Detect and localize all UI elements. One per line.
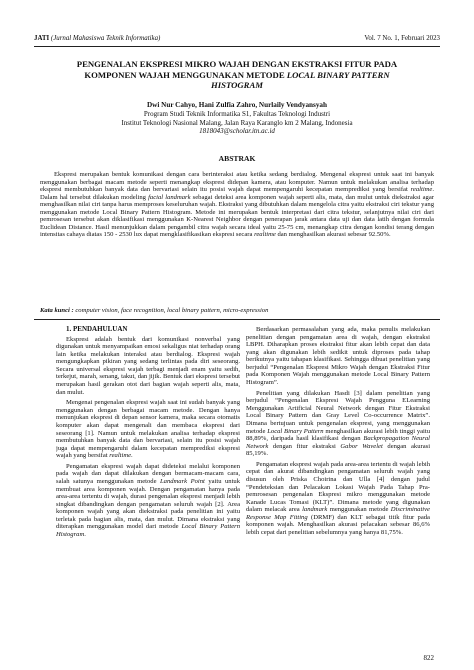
paragraph: Berdasarkan permasalahan yang ada, maka penulis melakukan penelitian dengan pengamatan area di wajah, dengan ekstraksi LBPH. Diharapkan proses ekstraksi fitur akan lebih cepat dan data yang akan digunakan lebih sedikit untuk diproses pada tahap berikutnya yaitu tahapan klasifikasi. Sehingga dibuat penelitian yang berjudul “Pengenalan Ekspresi Mikro Wajah dengan Ekstraksi Fitur pada Komponen Wajah menggunakan metode Local Binary Pattern Histogram”. — [246, 326, 430, 387]
paragraph — [246, 461, 430, 537]
paragraph-text: Penelitian yang dilakukan Hasdi [3] dalam penelitian yang berjudul “Pengenalan Ekspresi Wajah Pengguna ELearning Menggunakan Artificial Neural Network dengan Fitur Ekstraksi Local Binary Pattern dan Gray Level Co-occurrence Matrix”. Dimana bertujuan untuk pengenalan ekspresi, yang menggunakan metode — [246, 389, 430, 435]
abstract-italic-3: realtime — [254, 231, 276, 239]
abstract-italic-1: realtime — [410, 186, 433, 194]
running-header — [34, 34, 440, 43]
page-number: 822 — [423, 654, 434, 662]
section-heading-pendahuluan: 1. PENDAHULUAN — [66, 326, 128, 333]
paragraph-italic: Gabor Wavelet — [340, 442, 383, 450]
abstract-text-2: . Dalam hal tersebut dilakukan modeling — [40, 186, 434, 201]
paragraph-italic: realtime — [109, 452, 132, 460]
title-line-1: PENGENALAN EKSPRESI MIKRO WAJAH DENGAN EKSTRAKSI FITUR PADA — [76, 59, 398, 69]
paragraph-text: dengan fitur ekstraksi — [272, 442, 336, 450]
keywords — [40, 307, 434, 315]
paragraph — [56, 399, 240, 460]
paragraph-italic: Discriminative Response Map Fitting — [246, 506, 430, 521]
paragraph-text: . — [131, 452, 133, 460]
title-line-2-italic: LOCAL BINARY PATTERN — [286, 69, 390, 80]
volume-info: Vol. 7 No. 1, Februari 2023 — [364, 35, 440, 42]
paragraph-text: yaitu untuk membuat area komponen wajah. Dengan pengamatan hanya pada area-area tertentu di wajah, durasi pengenalan ekspresi menjadi lebih singkat dibandingkan dengan pengamatan seluruh wajah [2]. Area komponen wajah yang akan diekstraksi pada penelitian ini yaitu terletak pada bagian alis, mata, dan mulut. Dimana ekstraksi yang diterapkan menggunakan model dari metode — [56, 477, 240, 531]
author-email[interactable]: 1818043@scholar.itn.ac.id — [199, 127, 275, 136]
paragraph-italic: Landmark Point — [159, 477, 205, 485]
paragraph: Ekspresi adalah bentuk dari komunikasi nonverbal yang digunakan untuk menyampaikan emosi sekaligus niat terhadap orang lain ketika melakukan interaksi atau berdialog. Ekspresi wajah mengungkapkan pikiran yang sedang terlintas pada diri seseorang. Secara universal ekspresi wajah terbagi menjadi enam yaitu sedih, terkejut, marah, senang, takut, dan jijik. Bentuk dari ekspresi tersebut merupakan hasil gerakan otot dari bagian wajah seperti alis, mata, dan mulut. — [56, 335, 240, 396]
abstract-italic-2: facial landmark — [148, 193, 191, 201]
paragraph — [246, 390, 430, 458]
keywords-text: computer vision, face recognition, local binary pattern, micro-expression — [75, 307, 269, 314]
paragraph-text: Pengamatan ekspresi wajah dapat dideteksi melalui komponen pada wajah dan dapat dilakukan dengan bermacam-macam cara, salah satunya menggunakan metode — [56, 462, 240, 485]
paragraph — [56, 463, 240, 539]
affiliation-block — [40, 110, 434, 136]
paragraph-text: Mengenai pengenalan ekspresi wajah saat ini sudah banyak yang menggunakan dengan berbagai macam metode. Dengan hanya menunjukan ekspresi di depan sensor kamera, maka secara otomatis komputer akan dapat mengenali dan membaca ekspresi dari seseorang [1]. Namun untuk melakukan analisa terhadap ekspresi membutuhkan banyak data dan bervariasi, selain itu posisi wajah juga dapat mempengaruhi dalam kecepatan memprediksi ekspresi wajah yang bersifat — [56, 399, 240, 460]
paragraph-text: . — [84, 531, 86, 539]
abstract-body — [40, 171, 434, 239]
paragraph-text: menghasilkan akurasi lebih tinggi yaitu 88,89%, daripada hasil klasifikasi dengan — [246, 427, 430, 443]
abstract-heading: ABSTRAK — [218, 154, 256, 163]
keywords-label: Kata kunci : — [40, 307, 74, 314]
journal-full-name: (Jurnal Mahasiswa Teknik Informatika) — [50, 35, 161, 42]
title-line-3-italic: HISTOGRAM — [211, 80, 263, 91]
paragraph-text: dengan akurasi 85,19%. — [246, 442, 430, 458]
paragraph-italic: Local Binary Pattern — [267, 427, 324, 435]
left-column — [56, 326, 240, 612]
abstract-text-4: dan menghasilkan akurasi sebesar 92.50%. — [277, 231, 391, 239]
title-line-2 — [40, 70, 434, 81]
paragraph-italic: Backpropagation Neural Network — [246, 435, 430, 450]
title-line-2-text: KOMPONEN WAJAH MENGGUNAKAN METODE — [84, 69, 285, 80]
paper-title — [40, 59, 434, 91]
journal-abbrev: JATI — [34, 35, 50, 42]
abstract-text-1: Ekspresi merupakan bentuk komunikasi dengan cara berinteraksi atau ketika sedang berdialog. Mengenal ekspresi untuk saat ini banyak menggunakan berbagai macam metode seperti menangkap ekspresi didepan kamera, atau komputer. Namun untuk melakukan analisa terhadap ekspresi membutuhkan banyak data dan bervariasi selain itu posisi wajah dapat mempengaruhi kecepatan memprediksi yang bersifat — [40, 171, 434, 194]
paragraph-italic: landmark — [302, 506, 328, 514]
paragraph-text: menggunakan metode — [329, 506, 389, 514]
paragraph-text: (DRMF) dan KLT sebagai titik fitur pada komponen wajah. Menghasilkan akurasi pelacakan sebesar 86,6% lebih cepat dari penelitian sebelumnya yang hanya 81,75%. — [246, 513, 430, 537]
right-column — [246, 326, 430, 612]
paragraph-text: Pengamatan ekspresi wajah pada area-area tertentu di wajah lebih cepat dan akurat dibandingkan pengamatan seluruh wajah yang disusun oleh Priska Choirina dan Ulla [4] dengan judul “Pendeteksian dan Pelacakan Lokasi Wajah Pada Tahap Pra-pemrosesan pengenalan Ekspresi mikro menggunakan metode Kanade Lucas Tomasi (KLT)”. Dimana metode yang digunakan dalam melacak area — [246, 460, 430, 514]
journal-name — [34, 34, 160, 43]
header-divider — [34, 46, 440, 47]
author-list: Dwi Nur Cahyo, Hani Zulfia Zahro, Nurlaily Vendyansyah — [146, 101, 328, 109]
keywords-divider — [34, 319, 440, 320]
affiliation-institute: Institut Teknologi Nasional Malang, Jalan Raya Karanglo km 2 Malang, Indonesia — [121, 118, 353, 127]
paragraph-italic: Local Binary Pattern Histogram — [56, 523, 240, 539]
affiliation-program: Program Studi Teknik Informatika S1, Fakultas Teknologi Industri — [143, 110, 331, 118]
abstract-text-3: sebagai deteksi area komponen wajah seperti alis, mata, dan mulut untuk diekstraksi agar menghasilkan nilai ciri tanpa harus memproses keseluruhan wajah. Ekstraksi yang dibutuhkan dalam mengelola citra yaitu ekstraksi ciri tekstur yang menggunakan metode Local Binary Pattern Histogram. Metode ini merupakan bentuk interpretasi dari citra tekstur, selanjutnya nilai ciri dari pemrosesan tersebut akan diklasifikasi menggunakan K-Nearest Neighbor dengan penerapan jarak antara data uji dan data latih dengan formula Euclidean Distance. Hasil menunjukkan dalam pengambil citra wajah secara ideal yaitu 25-75 cm, menangkap citra dengan kondisi terang dengan intensitas cahaya diatas 150 - 2530 lux dapat mengklasifikasikan ekspresi secara — [40, 193, 434, 239]
